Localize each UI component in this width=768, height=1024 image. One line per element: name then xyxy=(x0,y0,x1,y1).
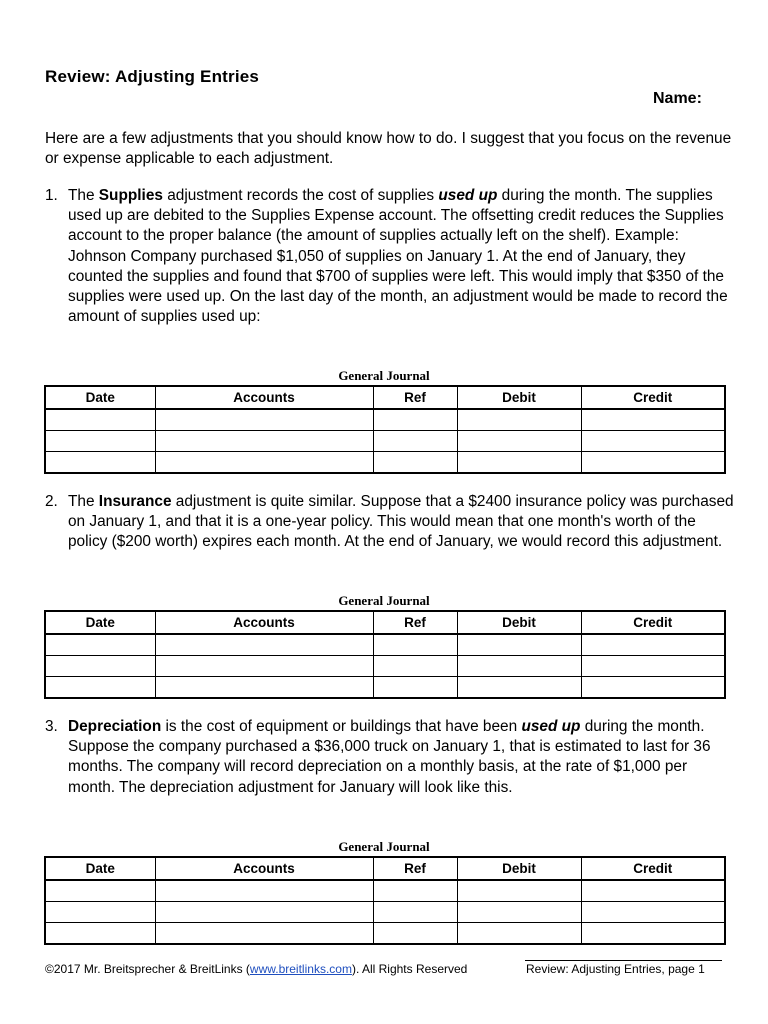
cell[interactable] xyxy=(155,452,373,474)
cell[interactable] xyxy=(373,431,457,452)
col-accounts: Accounts xyxy=(155,611,373,634)
cell[interactable] xyxy=(373,634,457,656)
journal-title: General Journal xyxy=(338,839,430,854)
footer-divider xyxy=(525,960,722,961)
cell[interactable] xyxy=(155,431,373,452)
col-credit: Credit xyxy=(581,386,725,409)
general-journal-table xyxy=(44,385,726,474)
col-debit: Debit xyxy=(457,386,581,409)
col-debit: Debit xyxy=(457,857,581,880)
footer-copyright: ©2017 Mr. Breitsprecher & BreitLinks (www.breitlinks.com). All Rights Reserved xyxy=(45,962,468,976)
cell[interactable] xyxy=(581,880,725,902)
table-row[interactable] xyxy=(45,677,725,699)
page-title: Review: Adjusting Entries xyxy=(45,67,260,86)
cell[interactable] xyxy=(45,880,155,902)
term: Depreciation xyxy=(68,718,162,735)
cell[interactable] xyxy=(457,677,581,699)
cell[interactable] xyxy=(45,902,155,923)
cell[interactable] xyxy=(581,409,725,431)
general-journal-table xyxy=(44,610,726,699)
cell[interactable] xyxy=(581,902,725,923)
table-row[interactable] xyxy=(45,923,725,945)
col-ref: Ref xyxy=(373,857,457,880)
col-debit: Debit xyxy=(457,611,581,634)
col-credit: Credit xyxy=(581,611,725,634)
cell[interactable] xyxy=(155,923,373,945)
cell[interactable] xyxy=(155,409,373,431)
item-number: 3. xyxy=(45,718,58,735)
footer-link[interactable]: www.breitlinks.com xyxy=(249,962,352,976)
table-header-row xyxy=(45,386,725,409)
cell[interactable] xyxy=(457,880,581,902)
emphasis: used up xyxy=(438,187,498,204)
cell[interactable] xyxy=(457,452,581,474)
cell[interactable] xyxy=(45,656,155,677)
col-ref: Ref xyxy=(373,386,457,409)
item-body: The Insurance adjustment is quite similar. Suppose that a $2400 insurance policy was purchased on January 1, and that it is a one-year policy. This would mean that one month's worth of the policy ($200 worth) expires each month. At the end of January, we would record this adjustment. xyxy=(68,493,734,551)
col-ref: Ref xyxy=(373,611,457,634)
intro-paragraph: Here are a few adjustments that you should know how to do. I suggest that you focus on the revenue or expense applicable to each adjustment. xyxy=(45,130,732,168)
cell[interactable] xyxy=(373,880,457,902)
item-number: 2. xyxy=(45,493,58,510)
adjustment-item-supplies xyxy=(45,186,735,327)
cell[interactable] xyxy=(155,656,373,677)
cell[interactable] xyxy=(581,452,725,474)
cell[interactable] xyxy=(155,902,373,923)
footer-page-label: Review: Adjusting Entries, page 1 xyxy=(526,962,705,976)
name-label: Name: xyxy=(653,90,702,107)
cell[interactable] xyxy=(581,923,725,945)
cell[interactable] xyxy=(373,923,457,945)
table-row[interactable] xyxy=(45,634,725,656)
cell[interactable] xyxy=(155,880,373,902)
cell[interactable] xyxy=(45,677,155,699)
item-body: Depreciation is the cost of equipment or buildings that have been used up during the month. Suppose the company purchased a $36,000 truck on January 1, that is estimated to last for 36 months. The company will record depreciation on a monthly basis, at the rate of $1,000 per month. The depreciation adjustment for January will look like this. xyxy=(68,718,711,796)
item-body: The Supplies adjustment records the cost of supplies used up during the month. The supplies used up are debited to the Supplies Expense account. The offsetting credit reduces the Supplies account to the proper balance (the amount of supplies actually left on the shelf). Example: Johnson Company purchased $1,050 of supplies on January 1. At the end of January, they counted the supplies and found that $700 of supplies were left. This would imply that $350 of the supplies were used up. On the last day of the month, an adjustment would be made to record the amount of supplies used up: xyxy=(68,187,728,326)
col-credit: Credit xyxy=(581,857,725,880)
col-date: Date xyxy=(45,611,155,634)
cell[interactable] xyxy=(581,634,725,656)
adjustment-item-insurance xyxy=(45,492,735,553)
term: Supplies xyxy=(98,187,163,204)
cell[interactable] xyxy=(457,431,581,452)
cell[interactable] xyxy=(45,634,155,656)
table-header-row xyxy=(45,611,725,634)
cell[interactable] xyxy=(155,677,373,699)
cell[interactable] xyxy=(373,656,457,677)
emphasis: used up xyxy=(521,718,581,735)
adjustment-item-depreciation xyxy=(45,717,735,798)
cell[interactable] xyxy=(373,409,457,431)
cell[interactable] xyxy=(373,902,457,923)
journal-title: General Journal xyxy=(338,593,430,608)
term: Insurance xyxy=(98,493,172,510)
col-date: Date xyxy=(45,857,155,880)
cell[interactable] xyxy=(155,634,373,656)
journal-title: General Journal xyxy=(338,368,430,383)
cell[interactable] xyxy=(45,923,155,945)
cell[interactable] xyxy=(373,677,457,699)
cell[interactable] xyxy=(373,452,457,474)
cell[interactable] xyxy=(457,409,581,431)
table-row[interactable] xyxy=(45,431,725,452)
cell[interactable] xyxy=(457,634,581,656)
table-header-row xyxy=(45,857,725,880)
table-row[interactable] xyxy=(45,880,725,902)
item-number: 1. xyxy=(45,187,58,204)
cell[interactable] xyxy=(581,677,725,699)
cell[interactable] xyxy=(457,923,581,945)
table-row[interactable] xyxy=(45,656,725,677)
cell[interactable] xyxy=(457,902,581,923)
general-journal-table xyxy=(44,856,726,945)
cell[interactable] xyxy=(45,409,155,431)
col-date: Date xyxy=(45,386,155,409)
table-row[interactable] xyxy=(45,452,725,474)
cell[interactable] xyxy=(581,656,725,677)
cell[interactable] xyxy=(457,656,581,677)
table-row[interactable] xyxy=(45,902,725,923)
col-accounts: Accounts xyxy=(155,386,373,409)
col-accounts: Accounts xyxy=(155,857,373,880)
table-row[interactable] xyxy=(45,409,725,431)
cell[interactable] xyxy=(45,452,155,474)
cell[interactable] xyxy=(581,431,725,452)
cell[interactable] xyxy=(45,431,155,452)
